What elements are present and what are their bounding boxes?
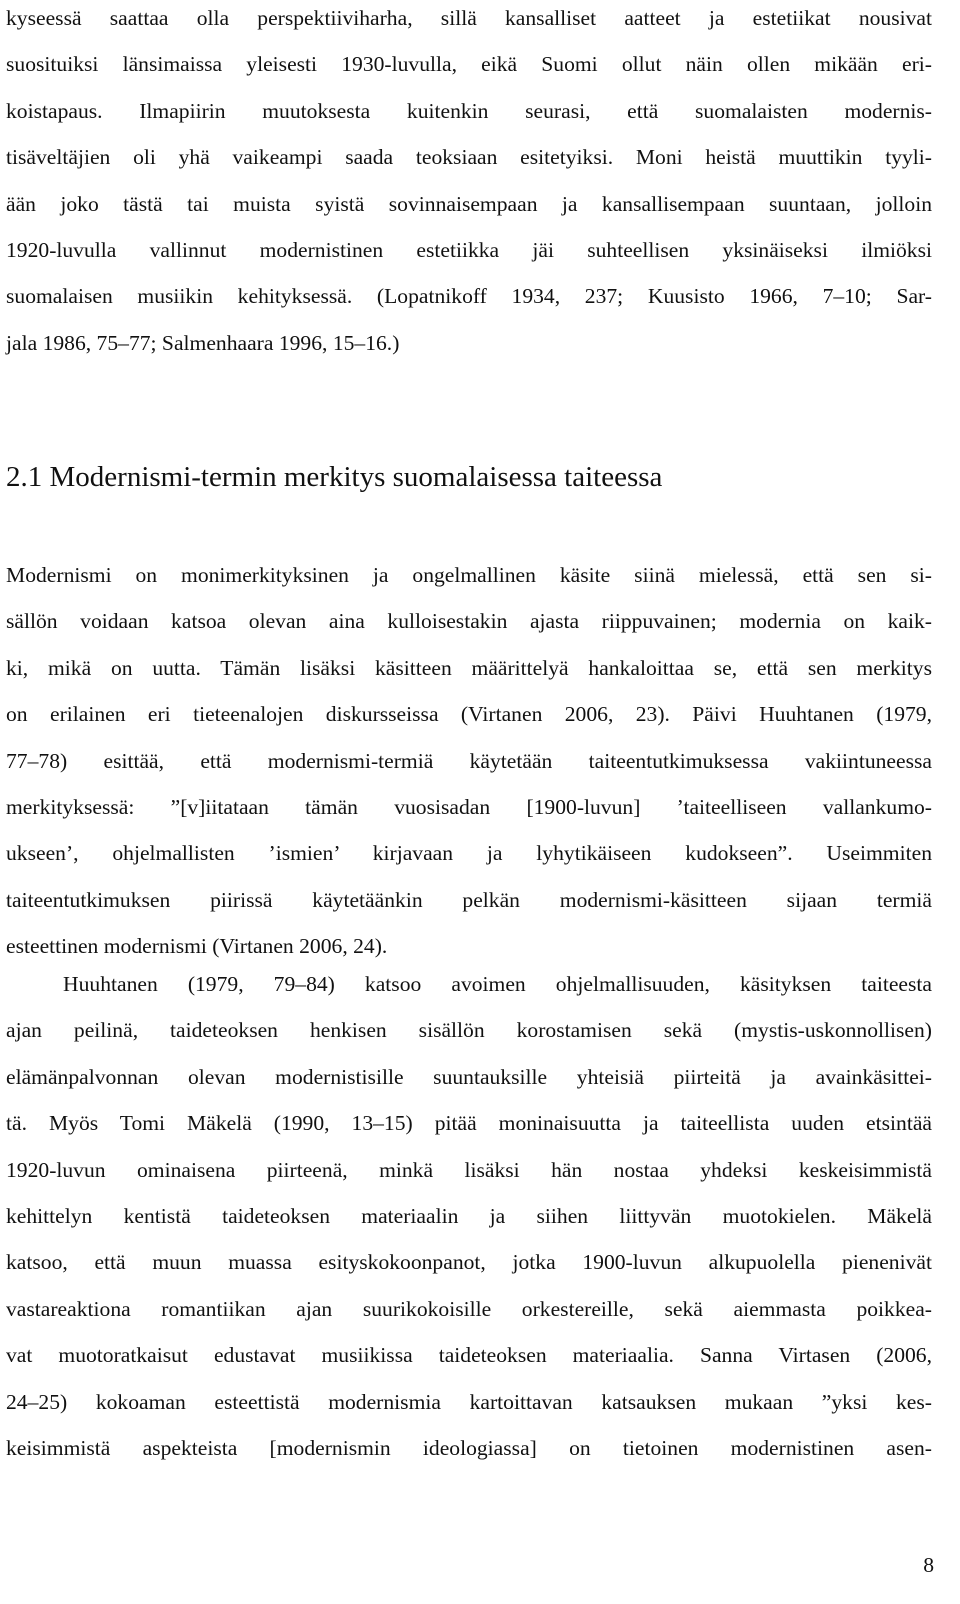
- text-line: 1920-luvulla vallinnut modernistinen estetiikka jäi suhteellisen yksinäiseksi ilmiöksi: [6, 237, 932, 262]
- text-line: taiteentutkimuksen piirissä käytetäänkin pelkän modernismi-käsitteen sijaan termiä: [6, 887, 932, 912]
- text-line: vat muotoratkaisut edustavat musiikissa taideteoksen materiaalia. Sanna Virtasen (2006,: [6, 1343, 932, 1368]
- text-line: katsoo, että muun muassa esityskokoonpanot, jotka 1900-luvun alkupuolella pienenivät: [6, 1250, 932, 1275]
- text-line: Huuhtanen (1979, 79–84) katsoo avoimen ohjelmallisuuden, käsityksen taiteesta: [63, 972, 932, 996]
- text-line: keisimmistä aspekteista [modernismin ideologiassa] on tietoinen modernistinen asen-: [6, 1435, 932, 1460]
- text-line: kehittelyn kentistä taideteoksen materiaalin ja siihen liittyvän muotokielen. Mäkelä: [6, 1203, 932, 1228]
- text-line: kyseessä saattaa olla perspektiiviharha, sillä kansalliset aatteet ja estetiikat nousivat: [6, 6, 932, 30]
- text-line: koistapaus. Ilmapiirin muutoksesta kuitenkin seurasi, että suomalaisten modernis-: [6, 98, 932, 123]
- text-line: 1920-luvun ominaisena piirteenä, minkä lisäksi hän nostaa yhdeksi keskeisimmistä: [6, 1157, 932, 1182]
- text-line: tä. Myös Tomi Mäkelä (1990, 13–15) pitää moninaisuutta ja taiteellista uuden etsintää: [6, 1111, 932, 1136]
- paragraph-top: [6, 0, 932, 366]
- text-line: vastareaktiona romantiikan ajan suurikokoisille orkestereille, sekä aiemmasta poikkea-: [6, 1296, 932, 1321]
- text-line: esteettinen modernismi (Virtanen 2006, 24).: [6, 934, 388, 959]
- page-number: 8: [923, 1553, 934, 1577]
- paragraph-1: [6, 552, 932, 970]
- text-line: 24–25) kokoaman esteettistä modernismia kartoittavan katsauksen mukaan ”yksi kes-: [6, 1389, 932, 1414]
- text-line: on erilainen eri tieteenalojen diskursseissa (Virtanen 2006, 23). Päivi Huuhtanen (1979,: [6, 702, 932, 727]
- text-line: jala 1986, 75–77; Salmenhaara 1996, 15–16.): [6, 330, 400, 355]
- text-line: sällön voidaan katsoa olevan aina kulloisestakin ajasta riippuvainen; modernia on kaik-: [6, 609, 932, 634]
- text-line: ään joko tästä tai muista syistä sovinnaisempaan ja kansallisempaan suuntaan, jolloin: [6, 191, 932, 216]
- text-line: ajan peilinä, taideteoksen henkisen sisällön korostamisen sekä (mystis-uskonnollisen): [6, 1018, 932, 1043]
- text-line: merkityksessä: ”[v]iitataan tämän vuosisadan [1900-luvun] ’taiteelliseen vallankumo-: [6, 794, 932, 819]
- text-line: tisäveltäjien oli yhä vaikeampi saada teoksiaan esitetyiksi. Moni heistä muuttikin tyyli-: [6, 145, 932, 170]
- paragraph-2: [6, 961, 932, 1471]
- text-line: ki, mikä on uutta. Tämän lisäksi käsitteen määrittelyä hankaloittaa se, että sen merkitys: [6, 655, 932, 680]
- section-heading: 2.1 Modernismi-termin merkitys suomalaisessa taiteessa: [6, 461, 663, 493]
- text-line: 77–78) esittää, että modernismi-termiä käytetään taiteentutkimuksessa vakiintuneessa: [6, 748, 932, 773]
- text-line: ukseen’, ohjelmallisten ’ismien’ kirjavaan ja lyhytikäiseen kudokseen”. Useimmiten: [6, 841, 932, 866]
- text-line: elämänpalvonnan olevan modernistisille suuntauksille yhteisiä piirteitä ja avainkäsittei-: [6, 1064, 932, 1089]
- text-line: suomalaisen musiikin kehityksessä. (Lopatnikoff 1934, 237; Kuusisto 1966, 7–10; Sar-: [6, 284, 932, 309]
- text-line: suosituiksi länsimaissa yleisesti 1930-luvulla, eikä Suomi ollut näin ollen mikään eri-: [6, 52, 932, 77]
- text-line: Modernismi on monimerkityksinen ja ongelmallinen käsite siinä mielessä, että sen si-: [6, 563, 932, 587]
